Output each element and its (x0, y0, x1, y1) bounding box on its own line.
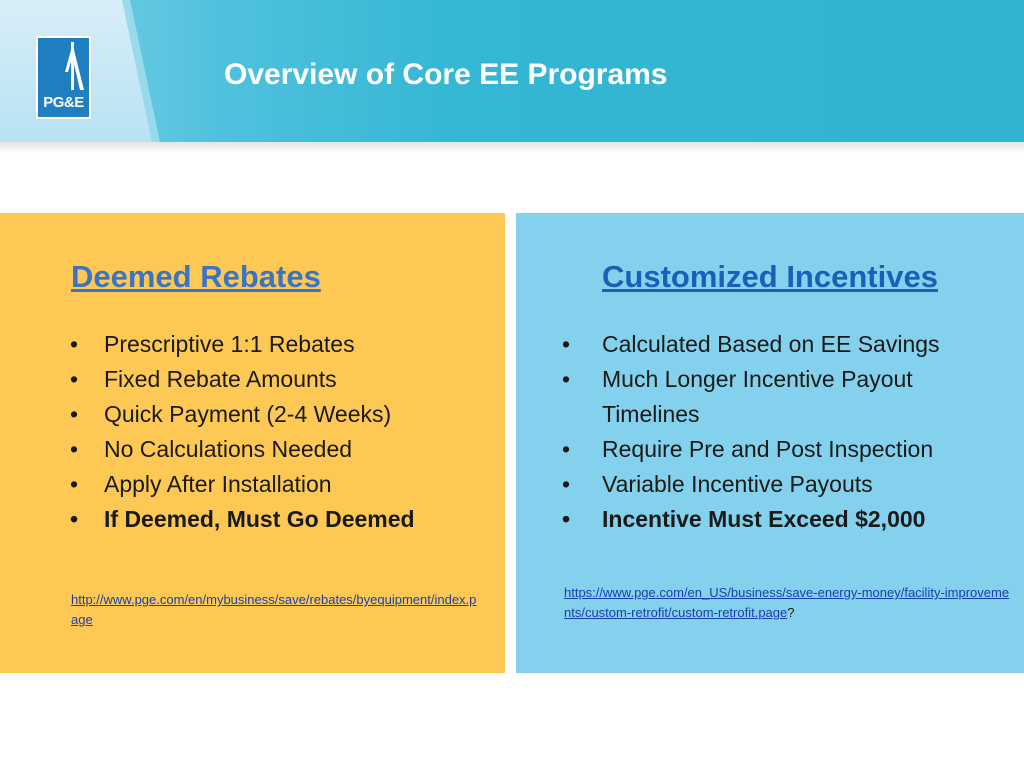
list-item (70, 327, 490, 362)
customized-incentives-list (562, 327, 1012, 537)
list-item-text: Much Longer Incentive Payout Timelines (602, 366, 913, 427)
logo-text: PG&E (43, 94, 84, 111)
list-item-text: Prescriptive 1:1 Rebates (104, 331, 355, 357)
bullet-icon: • (70, 436, 79, 462)
bullet-icon: • (70, 331, 79, 357)
deemed-rebates-heading: Deemed Rebates (71, 259, 321, 294)
bullet-icon: • (562, 366, 571, 392)
list-item (562, 502, 1012, 537)
bullet-icon: • (70, 366, 79, 392)
header-shadow (0, 142, 1024, 154)
bullet-icon: • (70, 471, 79, 497)
slide-title: Overview of Core EE Programs (224, 58, 668, 91)
deemed-rebates-link[interactable]: http://www.pge.com/en/mybusiness/save/rebates/byequipment/index.page (71, 592, 477, 627)
list-item-text: No Calculations Needed (104, 436, 353, 462)
list-item-text: Fixed Rebate Amounts (104, 366, 337, 392)
list-item-text: Quick Payment (2-4 Weeks) (104, 401, 392, 427)
bullet-icon: • (70, 506, 79, 532)
header-band (0, 0, 1024, 142)
list-item (70, 432, 490, 467)
list-item-text: Variable Incentive Payouts (602, 471, 873, 497)
customized-incentives-panel (516, 213, 1024, 673)
list-item-text: Calculated Based on EE Savings (602, 331, 940, 357)
bullet-icon: • (562, 331, 571, 357)
list-item-text: Incentive Must Exceed $2,000 (602, 506, 926, 532)
list-item (70, 502, 490, 537)
list-item (562, 467, 1012, 502)
deemed-rebates-link-block (71, 590, 481, 630)
bullet-icon: • (562, 436, 571, 462)
bullet-icon: • (562, 471, 571, 497)
customized-incentives-heading: Customized Incentives (602, 259, 938, 294)
list-item (562, 432, 1012, 467)
pge-logo-icon (36, 36, 91, 119)
list-item (70, 362, 490, 397)
list-item (70, 397, 490, 432)
deemed-rebates-list (70, 327, 490, 537)
list-item-text: Apply After Installation (104, 471, 332, 497)
list-item-text: If Deemed, Must Go Deemed (104, 506, 415, 532)
list-item (562, 362, 1012, 432)
list-item-text: Require Pre and Post Inspection (602, 436, 934, 462)
list-item (70, 467, 490, 502)
list-item (562, 327, 1012, 362)
link-suffix: ? (787, 605, 795, 620)
deemed-rebates-panel (0, 213, 505, 673)
bullet-icon: • (70, 401, 79, 427)
customized-incentives-link-block (564, 583, 1014, 623)
customized-incentives-link[interactable]: https://www.pge.com/en_US/business/save-energy-money/facility-improvements/custom-retrofit/custom-retrofit.page (564, 585, 1010, 620)
bullet-icon: • (562, 506, 571, 532)
